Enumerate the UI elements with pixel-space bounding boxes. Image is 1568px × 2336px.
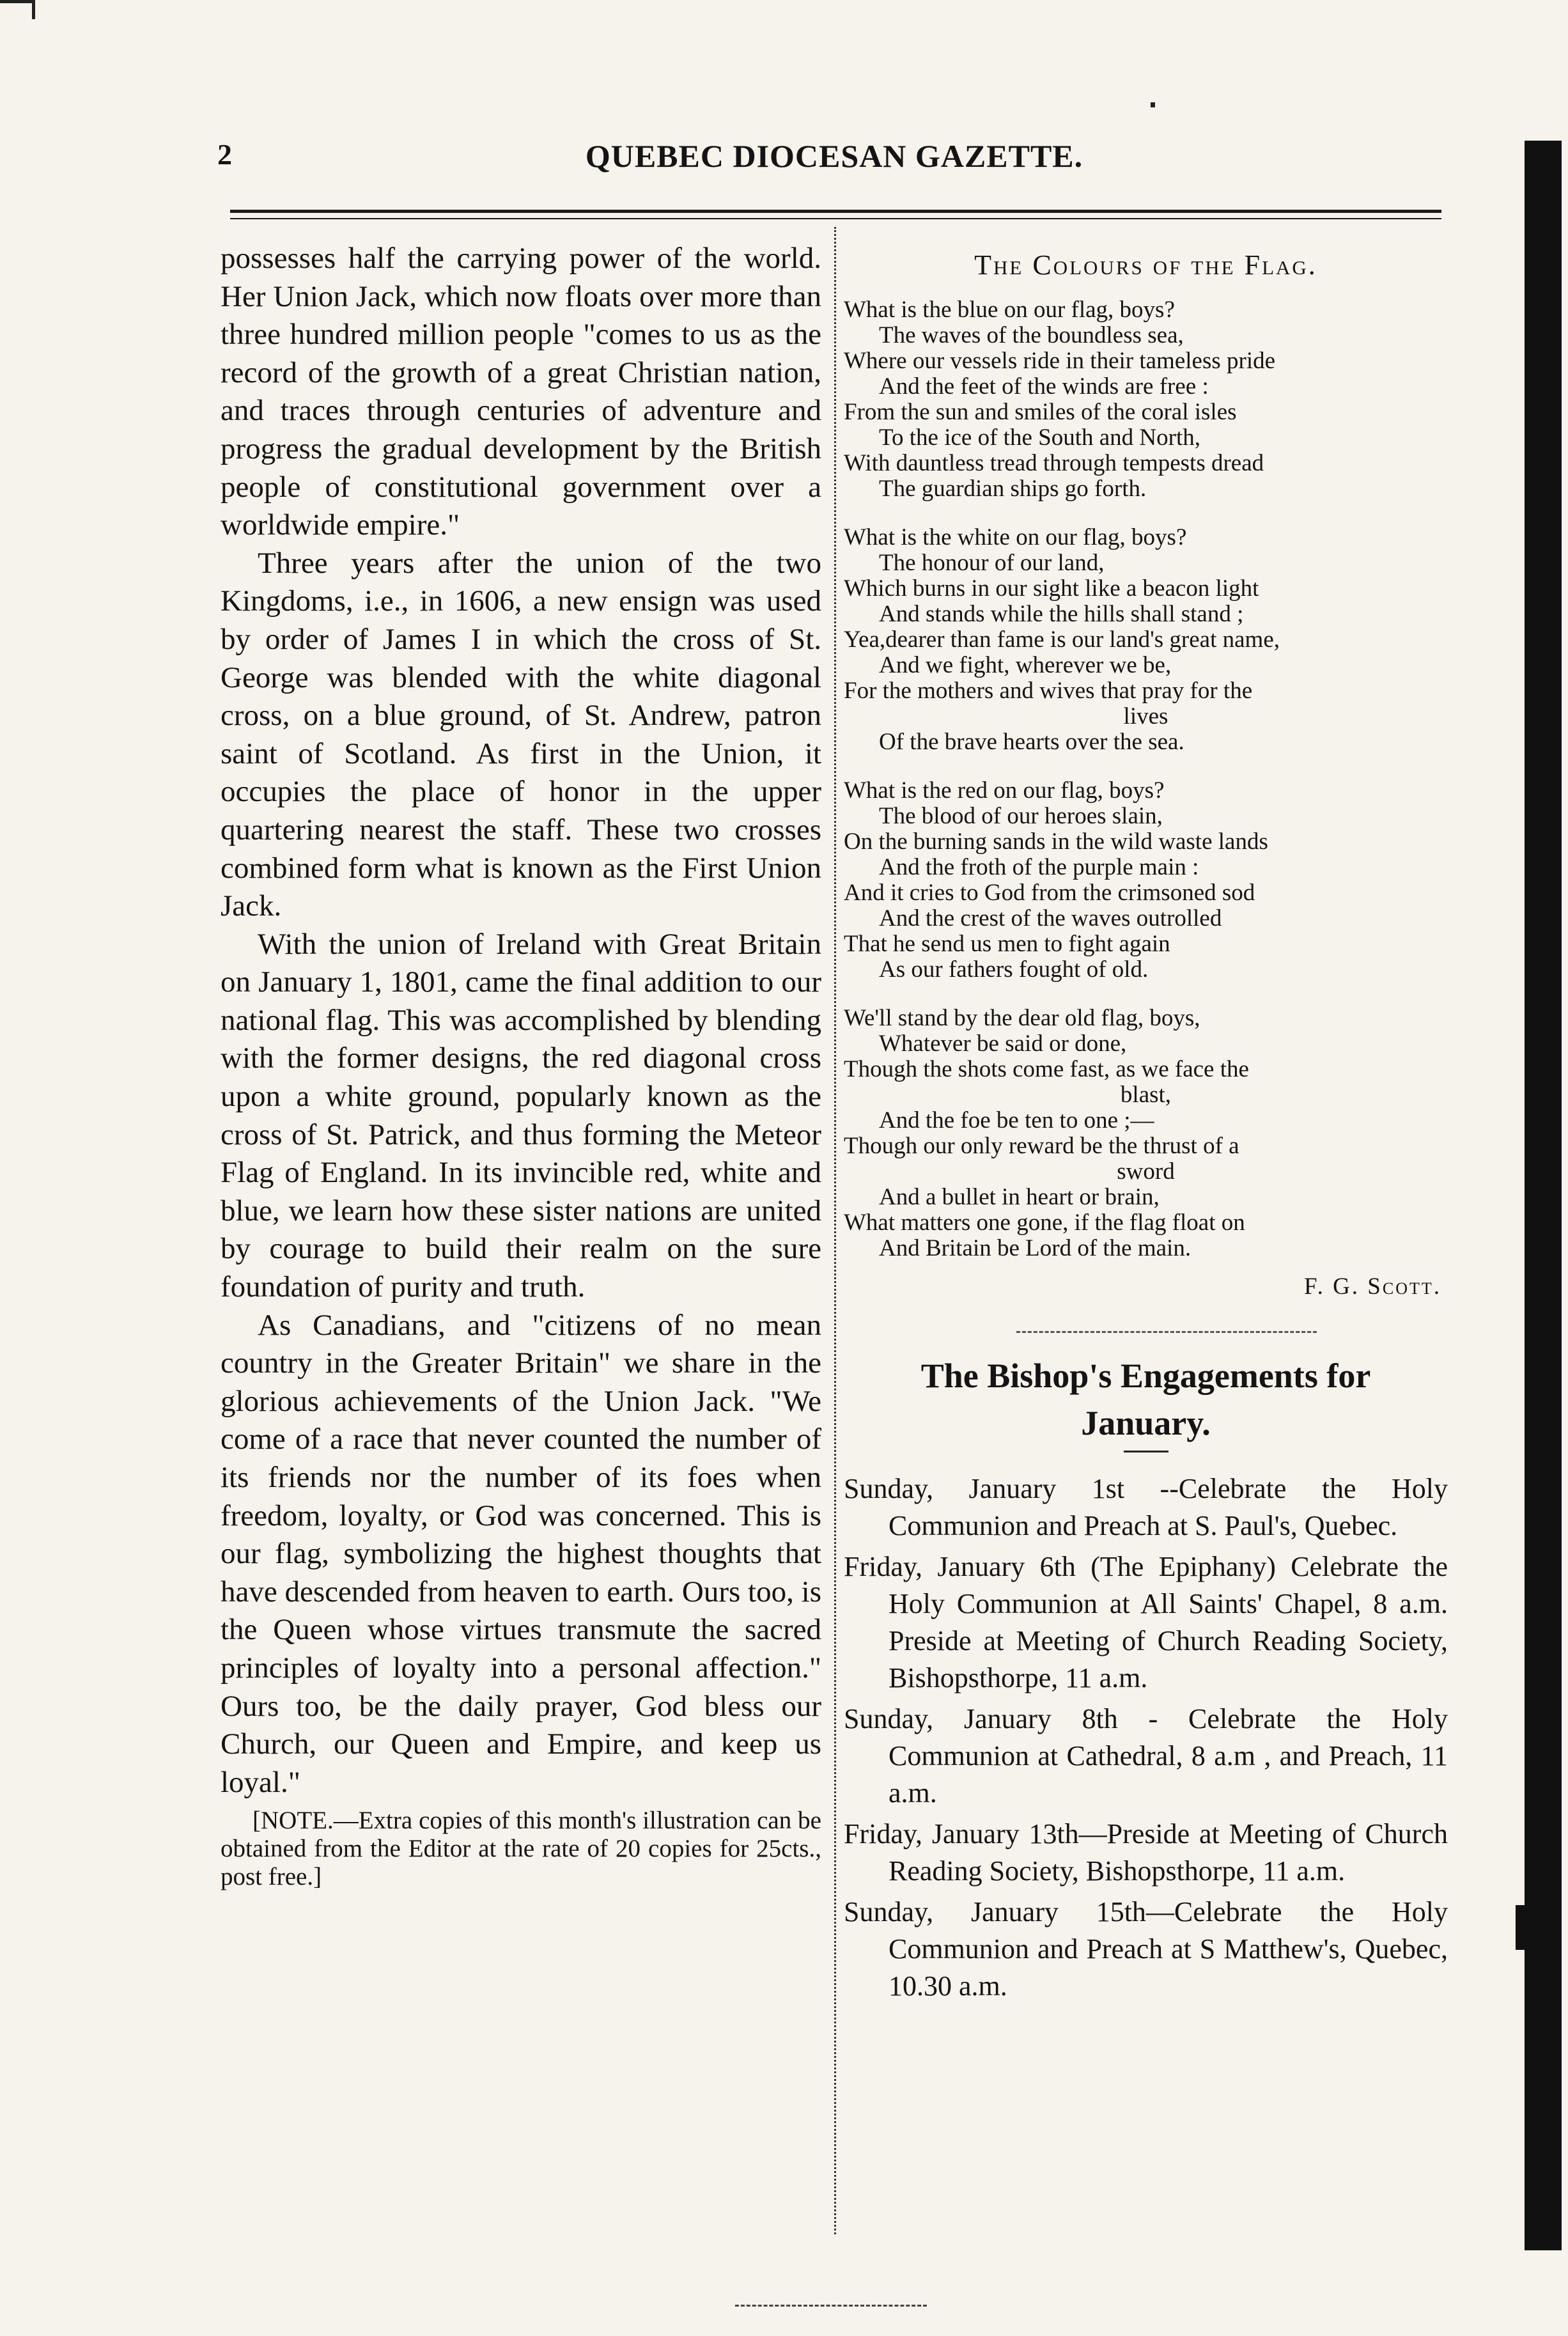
scan-speck <box>1151 102 1155 107</box>
poem-line: blast, <box>1120 1082 1172 1108</box>
poem-line: The waves of the boundless sea, <box>879 323 1184 348</box>
poem-line: From the sun and smiles of the coral isles <box>844 400 1237 425</box>
poem-line: And Britain be Lord of the main. <box>879 1236 1192 1261</box>
poem-stanza <box>844 1006 1448 1261</box>
poem-line: Which burns in our sight like a beacon light <box>844 576 1259 602</box>
engagement-entry: Sunday, January 8th - Celebrate the Holy Communion at Cathedral, 8 a.m , and Preach, 11 a.m. <box>844 1703 1448 1809</box>
poem-line: Where our vessels ride in their tameless pride <box>844 348 1276 374</box>
page-number: 2 <box>217 138 232 171</box>
paragraph: possesses half the carrying power of the world. Her Union Jack, which now floats over more than three hundred million people "comes to us as the record of the growth of a great Christian nation, and traces through centuries of adventure and progress the gradual development by the British people of constitutional government over a worldwide empire." <box>221 242 821 542</box>
poem-line: What is the blue on our flag, boys? <box>844 297 1175 323</box>
poem-line: Of the brave hearts over the sea. <box>879 729 1184 755</box>
scan-corner-mark <box>32 0 35 19</box>
poem-line: And we fight, wherever we be, <box>879 653 1172 678</box>
scan-corner-mark <box>0 0 35 3</box>
paragraph: Three years after the union of the two Kingdoms, i.e., in 1606, a new ensign was used by order of James I in which the cross of St. George was blended with the white diagonal cross, on a blue ground, of St. Andrew, patron saint of Scotland. As first in the Union, it occupies the place of honor in the upper quartering nearest the staff. These two crosses combined form what is known as the First Union Jack. <box>221 546 821 923</box>
poem-line: And the foe be ten to one ;— <box>879 1108 1154 1133</box>
poem-line: The guardian ships go forth. <box>879 476 1147 502</box>
poem-line: As our fathers fought of old. <box>879 957 1149 983</box>
poem-line: And stands while the hills shall stand ; <box>879 602 1244 627</box>
column-divider <box>834 227 837 2234</box>
poem-line: lives <box>1123 704 1168 729</box>
poem-line: And the feet of the winds are free : <box>879 374 1209 400</box>
poem-line: We'll stand by the dear old flag, boys, <box>844 1006 1200 1031</box>
editor-note: [NOTE.—Extra copies of this month's illustration can be obtained from the Editor at the rate of 20 copies for 25cts., post free.] <box>221 1807 821 1891</box>
header-rule-thick <box>230 210 1441 213</box>
paragraph: As Canadians, and "citizens of no mean country in the Greater Britain" we share in the glorious achievements of the Union Jack. "We come of a race that never counted the number of its friends nor the number of its foes when freedom, loyalty, or God was concerned. This is our flag, symbolizing the highest thoughts that have descended from heaven to earth. Ours too, is the Queen whose virtues transmute the sacred principles of loyalty into a personal affection." Ours too, be the daily prayer, God bless our Church, our Queen and Empire, and keep us loyal." <box>221 1308 821 1799</box>
poem-line: What is the red on our flag, boys? <box>844 778 1165 804</box>
poem-line: Though our only reward be the thrust of a <box>844 1133 1239 1159</box>
poem-line: Though the shots come fast, as we face the <box>844 1057 1249 1082</box>
right-column <box>844 240 1448 2009</box>
paragraph: With the union of Ireland with Great Britain on January 1, 1801, came the final addition to our national flag. This was accomplished by blending with the former designs, the red diagonal cross upon a white ground, popularly known as the cross of St. Patrick, and thus forming the Meteor Flag of England. In its invincible red, white and blue, we learn how these sister nations are united by courage to build their realm on the sure foundation of purity and truth. <box>221 927 821 1304</box>
engagement-entry: Sunday, January 15th—Celebrate the Holy Communion and Preach at S Matthew's, Quebec, 10.30 a.m. <box>844 1896 1448 2002</box>
poem-line: With dauntless tread through tempests dread <box>844 451 1264 476</box>
section-separator <box>1016 1331 1317 1333</box>
heading-line: The Bishop's Engagements for <box>920 1357 1371 1395</box>
poem-stanza <box>844 525 1448 755</box>
poem-line: What matters one gone, if the flag float on <box>844 1210 1245 1236</box>
poem-line: And the froth of the purple main : <box>879 855 1199 880</box>
poem-line: What is the white on our flag, boys? <box>844 525 1187 550</box>
bottom-separator <box>735 2305 927 2307</box>
poem-line: Whatever be said or done, <box>879 1031 1127 1057</box>
poem-line: And the crest of the waves outrolled <box>879 906 1222 931</box>
heading-line: January. <box>1081 1404 1211 1442</box>
poem-stanza <box>844 297 1448 502</box>
poem-stanza <box>844 778 1448 983</box>
poem-line: To the ice of the South and North, <box>879 425 1200 451</box>
engagement-entry: Sunday, January 1st --Celebrate the Holy Communion and Preach at S. Paul's, Quebec. <box>844 1473 1448 1541</box>
publication-title: QUEBEC DIOCESAN GAZETTE. <box>585 138 1083 174</box>
left-column <box>221 240 821 1891</box>
poem-line: That he send us men to fight again <box>844 931 1170 957</box>
scan-edge-bar <box>1525 141 1562 2250</box>
poem-line: And a bullet in heart or brain, <box>879 1185 1160 1210</box>
poem-line: The honour of our land, <box>879 550 1105 576</box>
engagement-entry: Friday, January 13th—Preside at Meeting of Church Reading Society, Bishopsthorpe, 11 a.m. <box>844 1818 1448 1887</box>
page-header <box>217 137 1451 195</box>
poem-line: On the burning sands in the wild waste lands <box>844 829 1268 855</box>
poem-line: And it cries to God from the crimsoned sod <box>844 880 1255 906</box>
poem-line: Yea,dearer than fame is our land's great name, <box>844 627 1280 653</box>
section-heading <box>844 1352 1448 1447</box>
poem-line: For the mothers and wives that pray for the <box>844 678 1253 704</box>
poem-line: sword <box>1117 1159 1175 1185</box>
header-rule-thin <box>230 218 1441 219</box>
poem-author: F. G. Scott. <box>1303 1273 1441 1300</box>
poem-title: The Colours of the Flag. <box>974 249 1317 281</box>
poem-line: The blood of our heroes slain, <box>879 804 1163 829</box>
heading-underline <box>1124 1451 1168 1452</box>
engagement-entry: Friday, January 6th (The Epiphany) Celebrate the Holy Communion at All Saints' Chapel, 8 a.m. Preside at Meeting of Church Reading Society, Bishopsthorpe, 11 a.m. <box>844 1551 1448 1694</box>
